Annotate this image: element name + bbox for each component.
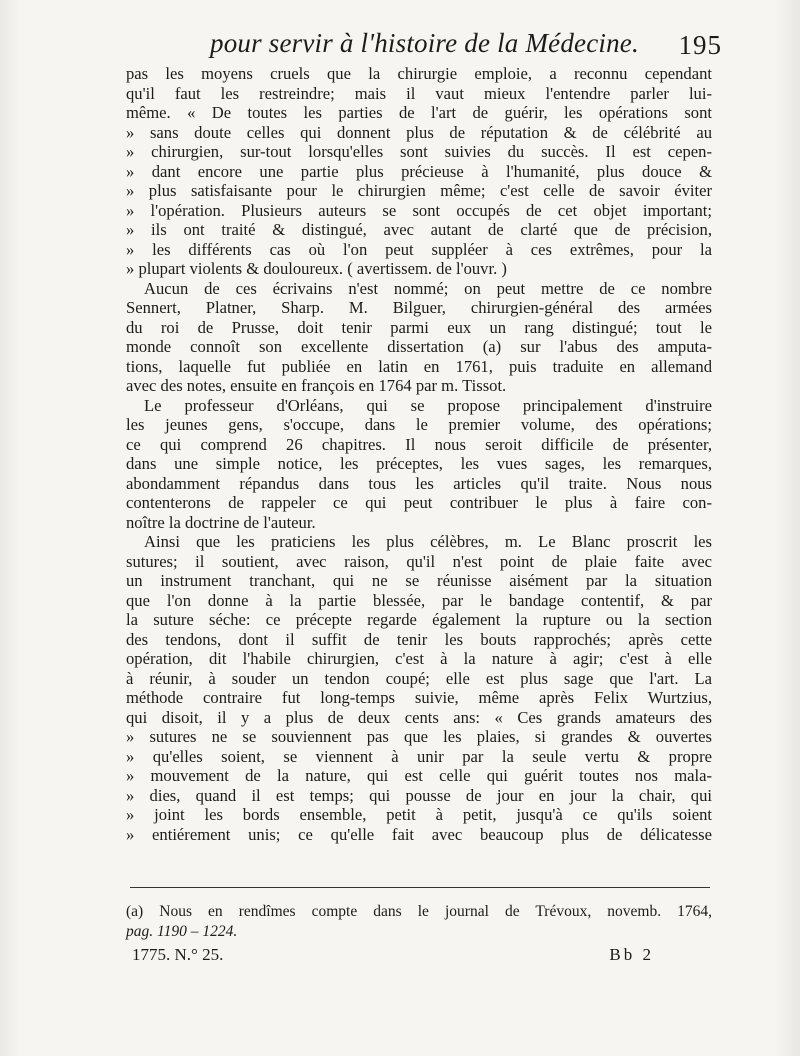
text-line: des tendons, dont il suffit de tenir les bouts rapprochés; après cette (126, 629, 712, 649)
running-title: pour servir à l'histoire de la Médecine. (210, 28, 639, 58)
footnote (126, 902, 712, 941)
text-line: abondamment répandus dans tous les articles qu'il traite. Nous nous (126, 473, 712, 493)
text-line: noître la doctrine de l'auteur. (126, 512, 316, 532)
text-line: dans une simple notice, les préceptes, les vues sages, les remarques, (126, 454, 712, 473)
text-line: » plus satisfaisante pour le chirurgien même; c'est celle de savoir éviter (126, 181, 712, 200)
footnote-line: (a) Nous en rendîmes compte dans le journal de Trévoux, novemb. 1764, (126, 903, 712, 920)
body-text (126, 64, 712, 844)
text-line: pas les moyens cruels que la chirurgie emploie, a reconnu cependant (126, 64, 712, 83)
text-line: » sans doute celles qui donnent plus de réputation & de célébrité au (126, 122, 712, 142)
footnote-line: pag. 1190 – 1224. (126, 922, 238, 940)
text-line: » ils ont traité & distingué, avec autant de clarté que de précision, (126, 220, 712, 239)
text-line: qu'il faut les restreindre; mais il vaut mieux l'entendre parler lui- (126, 83, 712, 103)
text-line: » dant encore une partie plus précieuse à l'humanité, plus douce & (126, 161, 712, 181)
text-line: » mouvement de la nature, qui est celle qui guérit toutes nos mala- (126, 766, 712, 785)
text-line: Le professeur d'Orléans, qui se propose principalement d'instruire (144, 395, 712, 415)
text-line: opération, dit l'habile chirurgien, c'est à la nature à agir; c'est à elle (126, 649, 712, 668)
text-line: méthode contraire fut long-temps suivie, même après Felix Wurtzius, (126, 688, 712, 707)
text-line: » chirurgien, sur-tout lorsqu'elles sont suivies du succès. Il est cepen- (126, 142, 712, 161)
text-line: les jeunes gens, s'occupe, dans le premier volume, des opérations; (126, 415, 712, 434)
text-line: tions, laquelle fut publiée en latin en 1761, puis traduite en allemand (126, 356, 712, 376)
text-line: » plupart violents & douloureux. ( avertissem. de l'ouvr. ) (126, 259, 507, 278)
text-line: monde connoît son excellente dissertation (a) sur l'abus des amputa- (126, 337, 712, 356)
text-line: que l'on donne à la partie blessée, par le bandage contentif, & par (126, 590, 712, 610)
text-line: du roi de Prusse, doit tenir parmi eux un rang distingué; tout le (126, 317, 712, 337)
text-line: » joint les bords ensemble, petit à petit, jusqu'à ce qu'ils soient (126, 805, 712, 824)
text-line: contenterons de rappeler ce qui peut contribuer le plus à faire con- (126, 493, 712, 512)
text-line: sutures; il soutient, avec raison, qu'il n'est point de plaie faite avec (126, 551, 712, 571)
text-line: » sutures ne se souviennent pas que les plaies, si grandes & ouvertes (126, 727, 712, 746)
text-line: ce qui comprend 26 chapitres. Il nous seroit difficile de présenter, (126, 434, 712, 454)
text-line: » entiérement unis; ce qu'elle fait avec beaucoup plus de délicatesse (126, 824, 712, 844)
page-edge-shade (774, 0, 800, 1056)
issue-mark: 1775. N.° 25. (132, 945, 224, 964)
text-line: Sennert, Platner, Sharp. M. Bilguer, chirurgien-général des armées (126, 298, 712, 317)
text-line: Ainsi que les praticiens les plus célèbres, m. Le Blanc proscrit les (144, 532, 712, 551)
text-line: avec des notes, ensuite en françois en 1764 par m. Tissot. (126, 376, 507, 395)
text-line: même. « De toutes les parties de l'art de guérir, les opérations sont (126, 103, 712, 122)
page-gutter-shade (0, 0, 20, 1056)
footnote-rule (130, 887, 710, 888)
text-line: un instrument tranchant, qui ne se réunisse aisément par la situation (126, 571, 712, 590)
text-line: » l'opération. Plusieurs auteurs se sont occupés de cet objet important; (126, 200, 712, 220)
text-line: Aucun de ces écrivains n'est nommé; on peut mettre de ce nombre (144, 278, 712, 298)
running-header (210, 28, 722, 62)
text-line: à réunir, à souder un tendon coupé; elle est plus sage que l'art. La (126, 668, 712, 688)
text-line: » qu'elles soient, se viennent à unir par la seule vertu & propre (126, 746, 712, 766)
text-line: la suture séche: ce précepte regarde également la rupture ou la section (126, 610, 712, 629)
text-line: qui disoit, il y a plus de deux cents ans: « Ces grands amateurs des (126, 707, 712, 727)
page-number: 195 (678, 30, 722, 60)
text-line: » les différents cas où l'on peut suppléer à ces extrêmes, pour la (126, 239, 712, 259)
gathering-signature: Bb 2 (609, 945, 654, 964)
text-line: » dies, quand il est temps; qui pousse de jour en jour la chair, qui (126, 785, 712, 805)
